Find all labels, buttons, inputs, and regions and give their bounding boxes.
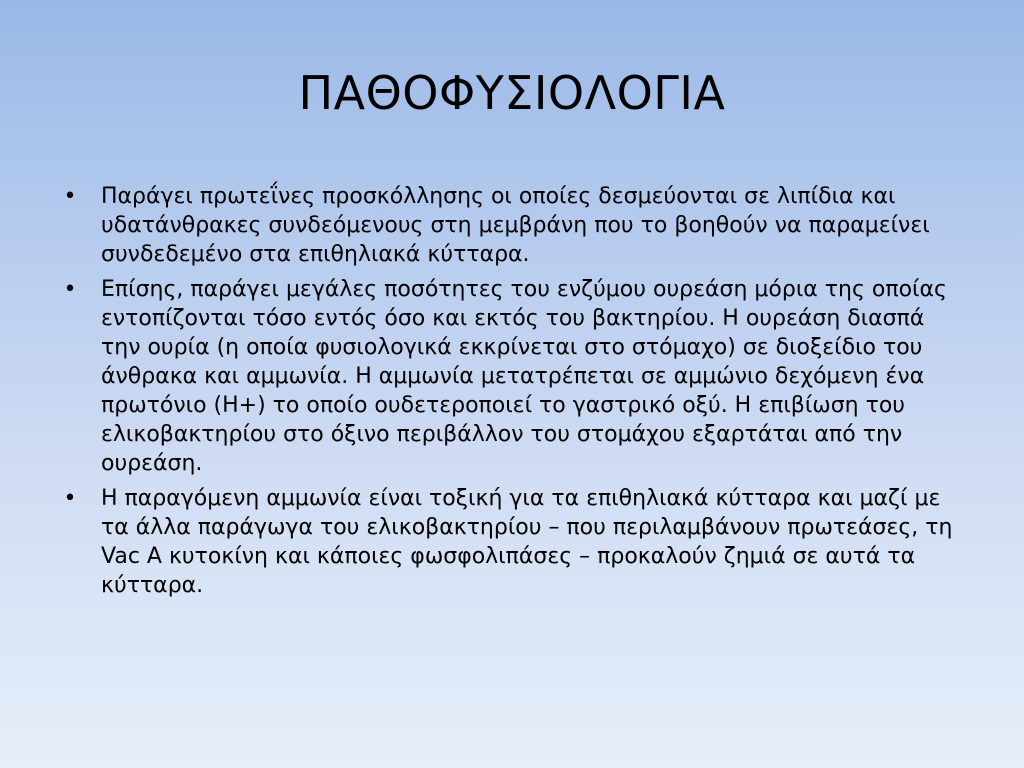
bullet-text: Η παραγόμενη αμμωνία είναι τοξική για τα επιθηλιακά κύτταρα και μαζί με τα άλλα παράγωγα του ελικοβακτηρίου – που περιλαμβάνουν πρωτεάσες, τη Vac A κυτοκίνη και κάποιες φωσφολιπάσες – προκαλούν ζημιά σε αυτά τα κύτταρα. bbox=[101, 486, 953, 598]
bullet-icon: • bbox=[63, 184, 77, 209]
bullet-text: Παράγει πρωτεΐνες προσκόλλησης οι οποίες δεσμεύονται σε λιπίδια και υδατάνθρακες συνδεόμενους στη μεμβράνη που το βοηθούν να παραμείνει συνδεδεμένο στα επιθηλιακά κύτταρα. bbox=[101, 184, 930, 267]
bullet-text: Επίσης, παράγει μεγάλες ποσότητες του ενζύμου ουρεάση μόρια της οποίας εντοπίζονται τόσο εντός όσο και εκτός του βακτηρίου. Η ουρεάση διασπά την ουρία (η οποία φυσιολογικά εκκρίνεται στο στόμαχο) σε διοξείδιο του άνθρακα και αμμωνία. Η αμμωνία μετατρέπεται σε αμμώνιο δεχόμενη ένα πρωτόνιο (Η+) το οποίο ουδετεροποιεί το γαστρικό οξύ. Η επιβίωση του ελικοβακτηρίου στο όξινο περιβάλλον του στομάχου εξαρτάται από την ουρεάση. bbox=[101, 277, 947, 476]
slide-title: ΠΑΘΟΦΥΣΙΟΛΟΓΙΑ bbox=[298, 66, 726, 120]
bullet-icon: • bbox=[63, 277, 77, 302]
bullet-list bbox=[60, 182, 970, 606]
bullet-icon: • bbox=[63, 486, 77, 511]
list-item bbox=[60, 182, 970, 269]
list-item bbox=[60, 275, 970, 478]
list-item bbox=[60, 484, 970, 600]
